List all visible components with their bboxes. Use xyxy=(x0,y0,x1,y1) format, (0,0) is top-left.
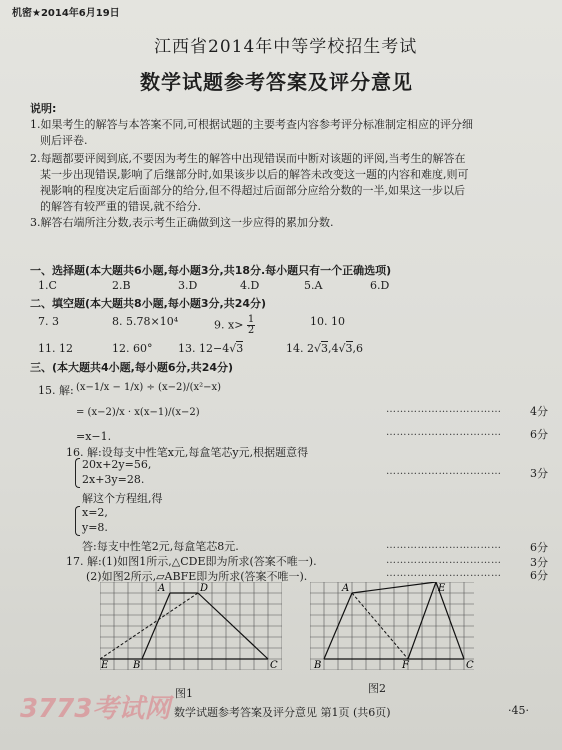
equation-brace xyxy=(75,458,80,488)
choice-answer: 3.D xyxy=(178,279,198,292)
score-q15-1: 4分 xyxy=(530,405,548,418)
sqrt-radicand: 3 xyxy=(321,342,329,355)
section1-heading: 一、选择题(本大题共6小题,每小题3分,共18分.每小题只有一个正确选项) xyxy=(30,264,392,277)
q15-line2: = (x−2)/x · x(x−1)/(x−2) xyxy=(76,407,200,418)
point-label: E xyxy=(438,583,446,594)
sqrt-symbol: √ xyxy=(314,342,322,355)
score-q16-1: 3分 xyxy=(530,467,548,480)
point-label: A xyxy=(158,583,166,594)
sqrt-symbol: √ xyxy=(229,342,237,355)
fill-answer-11: 11. 12 xyxy=(38,342,73,355)
section2-heading: 二、填空题(本大题共8小题,每小题3分,共24分) xyxy=(30,297,267,310)
note-line: 视影响的程度决定后面部分的给分,但不得超过后面部分应给分数的一半,如果这一步以后 xyxy=(40,184,465,197)
q16-answer: 答:每支中性笔2元,每盒笔芯8元. xyxy=(82,540,239,553)
point-label: B xyxy=(133,660,141,670)
section3-heading: 三、(本大题共4小题,每小题6分,共24分) xyxy=(30,361,234,374)
fraction-denominator: 2 xyxy=(247,325,255,336)
score-leader: …………………………… xyxy=(386,427,502,438)
choice-answer: 1.C xyxy=(38,279,57,292)
sqrt-radicand: 3 xyxy=(345,342,353,355)
sqrt-symbol: √ xyxy=(338,342,346,355)
fill-answer-9 xyxy=(214,315,255,336)
note-line: 则后评卷. xyxy=(40,134,88,147)
footer-text: 数学试题参考答案及评分意见 第1页 (共6页) xyxy=(174,706,391,719)
figure-1 xyxy=(100,582,282,670)
note-line: 3.解答右端所注分数,表示考生正确做到这一步应得的累加分数. xyxy=(30,216,334,229)
point-label: D xyxy=(200,583,209,594)
fill-answer-8: 8. 5.78×10⁴ xyxy=(112,315,179,328)
score-leader: …………………………… xyxy=(386,568,502,579)
score-q17-2: 6分 xyxy=(530,569,548,582)
choice-answer: 6.D xyxy=(370,279,390,292)
q17-line1: 17. 解:(1)如图1所示,△CDE即为所求(答案不唯一). xyxy=(66,555,317,568)
point-label: C xyxy=(270,660,278,670)
note-line: 2.每题都要评阅到底,不要因为考生的解答中出现错误而中断对该题的评阅,当考生的解答在 xyxy=(30,152,466,165)
figure-1-caption: 图1 xyxy=(175,687,193,700)
score-leader: …………………………… xyxy=(386,555,502,566)
fill-answer-13-prefix: 13. 12−4 xyxy=(178,342,230,355)
choice-answer: 4.D xyxy=(240,279,260,292)
q17-line2: (2)如图2所示,▱ABFE即为所求(答案不唯一). xyxy=(86,570,308,583)
score-leader: …………………………… xyxy=(386,404,502,415)
score-leader: …………………………… xyxy=(386,466,502,477)
point-label: E xyxy=(101,660,109,670)
q16-eq2: 2x+3y=28. xyxy=(82,473,145,486)
q16-line1: 16. 解:设每支中性笔x元,每盒笔芯y元,根据题意得 xyxy=(66,446,309,459)
q16-eq4: y=8. xyxy=(82,521,108,534)
choice-answer: 5.A xyxy=(304,279,323,292)
fill-answer-14-mid: ,4 xyxy=(328,342,339,355)
fill-answer-14-suffix: ,6 xyxy=(352,342,364,355)
note-line: 的解答有较严重的错误,就不给分. xyxy=(40,200,201,213)
score-q15-2: 6分 xyxy=(530,428,548,441)
point-label: A xyxy=(342,583,350,594)
notes-heading: 说明: xyxy=(30,102,57,115)
score-leader: …………………………… xyxy=(386,540,502,551)
q16-eq3: x=2, xyxy=(82,506,108,519)
q15-line3: =x−1. xyxy=(76,430,112,443)
figure-2-caption: 图2 xyxy=(368,682,386,695)
q15-line1: (x−1/x − 1/x) ÷ (x−2)/(x²−x) xyxy=(76,382,222,393)
exam-title: 江西省2014年中等学校招生考试 xyxy=(154,37,418,57)
fill-answer-14-prefix: 14. 2 xyxy=(286,342,314,355)
choice-answer: 2.B xyxy=(112,279,131,292)
fill-answer-9-prefix: 9. x> xyxy=(214,318,244,332)
q15-label: 15. 解: xyxy=(38,384,74,397)
score-q16-2: 6分 xyxy=(530,541,548,554)
point-label: C xyxy=(466,660,474,670)
figure-2 xyxy=(310,582,474,670)
sqrt-radicand: 3 xyxy=(236,342,244,355)
fill-answer-10: 10. 10 xyxy=(310,315,345,328)
q16-eq1: 20x+2y=56, xyxy=(82,458,152,471)
watermark-logo: 3773考试网 xyxy=(20,694,171,724)
note-line: 某一步出现错误,影响了后继部分时,如果该步以后的解答未改变这一题的内容和难度,则可 xyxy=(40,168,469,181)
page-number: ·45· xyxy=(508,704,529,717)
note-line: 1.如果考生的解答与本答案不同,可根据试题的主要考查内容参考评分标准制定相应的评分细 xyxy=(30,118,473,131)
fraction-numerator: 1 xyxy=(247,314,255,325)
doc-title: 数学试题参考答案及评分意见 xyxy=(140,70,413,94)
fill-answer-7: 7. 3 xyxy=(38,315,59,328)
q16-line2: 解这个方程组,得 xyxy=(82,492,163,505)
fill-answer-12: 12. 60° xyxy=(112,342,153,355)
equation-brace xyxy=(75,506,80,536)
secret-mark: 机密★2014年6月19日 xyxy=(12,8,120,19)
point-label: F xyxy=(402,660,409,670)
fill-answer-13 xyxy=(178,342,243,355)
point-label: B xyxy=(314,660,322,670)
score-q17-1: 3分 xyxy=(530,556,548,569)
fill-answer-14 xyxy=(286,342,363,355)
